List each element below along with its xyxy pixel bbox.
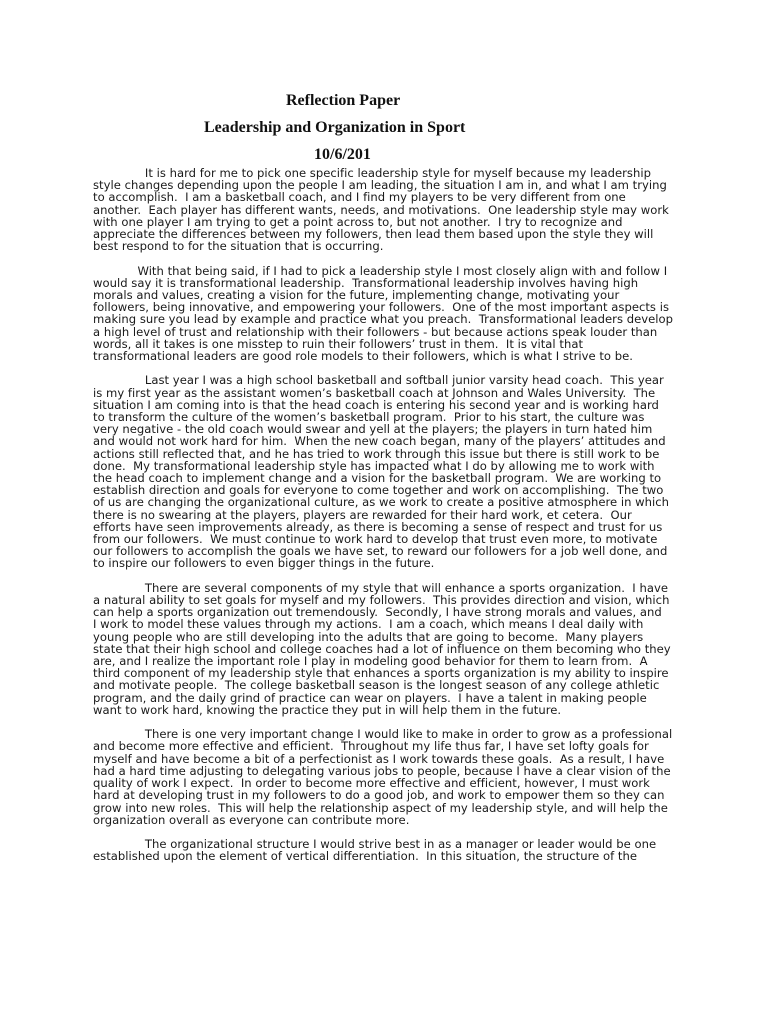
paragraph-line: to inspire our followers to even bigger things in the future.: [93, 556, 435, 571]
paragraph: [93, 838, 679, 862]
paragraph-line: our followers to accomplish the goals we have set, to reward our followers for a job well done, and: [93, 544, 668, 559]
paragraph-line: best respond to for the situation that is occurring.: [93, 239, 384, 254]
paragraph-line: with one player I am trying to get a point across to, but not another. I try to recognize and: [93, 214, 623, 229]
paragraph-line: there is no swearing at the players, players are rewarded for their hard work, et cetera. Our: [93, 507, 632, 522]
paragraph-line: of us are changing the organizational culture, as we work to create a positive atmosphere in which: [93, 495, 670, 510]
document-subtitle: Leadership and Organization in Sport: [204, 119, 466, 136]
paragraph-line: to transform the culture of the women’s basketball program. Prior to his start, the culture was: [93, 410, 645, 425]
paragraph-line: efforts have seen improvements already, as there is becoming a sense of respect and trust for us: [93, 519, 663, 534]
paragraph: [93, 582, 679, 716]
paragraph-line: The organizational structure I would strive best in as a manager or leader would be one: [93, 837, 657, 852]
paragraph-line: want to work hard, knowing the practice they put in will help them in the future.: [93, 702, 562, 717]
paragraph-line: can help a sports organization out tremendously. Secondly, I have strong morals and values, and: [93, 605, 662, 620]
paragraph-line: done. My transformational leadership style has impacted what I do by allowing me to work with: [93, 458, 655, 473]
paragraph-line: establish direction and goals for everyone to come together and work on accomplishing. The two: [93, 483, 664, 498]
document-title: Reflection Paper: [286, 92, 401, 109]
paragraph-line: followers, being innovative, and empowering your followers. One of the most important aspects is: [93, 300, 669, 315]
document-date: 10/6/201: [314, 146, 371, 163]
paragraph-line: hard at developing trust in my followers to do a good job, and work to empower them so they can: [93, 788, 665, 803]
paragraph-line: program, and the daily grind of practice can wear on players. I have a talent in making people: [93, 690, 647, 705]
paragraph-line: very negative - the old coach would swear and yell at the players; the players in turn hated him: [93, 422, 653, 437]
paragraph: [93, 374, 679, 569]
paragraph-line: There are several components of my style that will enhance a sports organization. I have: [93, 580, 668, 595]
paragraph-line: With that being said, if I had to pick a leadership style I most closely align with and follow I: [93, 263, 668, 278]
paragraph-line: appreciate the differences between my followers, then lead them based upon the style they will: [93, 227, 654, 242]
paragraph-line: is my first year as the assistant women’s basketball coach at Johnson and Wales University. The: [93, 385, 656, 400]
paragraph-line: quality of work I expect. In order to become more effective and efficient, however, I must work: [93, 776, 650, 791]
paragraph-line: style changes depending upon the people I am leading, the situation I am in, and what I am trying: [93, 178, 667, 193]
paragraph-line: There is one very important change I would like to make in order to grow as a professional: [93, 727, 673, 742]
paragraph-line: myself and have become a bit of a perfectionist as I work towards these goals. As a result, I have: [93, 751, 665, 766]
paragraph-line: another. Each player has different wants, needs, and motivations. One leadership style may work: [93, 202, 669, 217]
paragraph-line: to accomplish. I am a basketball coach, and I find my players to be very different from one: [93, 190, 626, 205]
paragraph-line: Last year I was a high school basketball and softball junior varsity head coach. This year: [93, 373, 664, 388]
paragraph-line: from our followers. We must continue to work hard to develop that trust even more, to motivate: [93, 532, 658, 547]
paragraph-line: It is hard for me to pick one specific leadership style for myself because my leadership: [93, 166, 651, 180]
paragraph-line: morals and values, creating a vision for the future, implementing change, motivating your: [93, 288, 620, 303]
paragraph-line: transformational leaders are good role models to their followers, which is what I strive to be.: [93, 349, 633, 364]
paragraph-line: had a hard time adjusting to delegating various jobs to people, because I have a clear vision of the: [93, 763, 671, 778]
paragraph-line: and would not work hard for him. When the new coach began, many of the players’ attitudes and: [93, 434, 666, 449]
paragraph-line: making sure you lead by example and practice what you preach. Transformational leaders develop: [93, 312, 674, 327]
paragraph-line: actions still reflected that, and he has tried to work through this issue but there is still work to be: [93, 446, 660, 461]
paragraph-line: young people who are still developing into the adults that are going to become. Many players: [93, 629, 644, 644]
paragraph-line: the head coach to implement change and a vision for the basketball program. We are working to: [93, 471, 662, 486]
paragraph-line: third component of my leadership style that enhances a sports organization is my ability to inspire: [93, 666, 669, 681]
paragraph-line: a natural ability to set goals for myself and my followers. This provides direction and vision, which: [93, 593, 670, 608]
paragraph-line: and become more effective and efficient. Throughout my life thus far, I have set lofty goals for: [93, 739, 649, 754]
paragraph-line: established upon the element of vertical differentiation. In this situation, the structure of the: [93, 849, 637, 864]
paragraph-line: state that their high school and college coaches had a lot of influence on them becoming who they: [93, 641, 671, 656]
paragraph-line: organization overall as everyone can contribute more.: [93, 812, 410, 827]
document-body: [93, 167, 679, 875]
paragraph-line: grow into new roles. This will help the relationship aspect of my leadership style, and will help the: [93, 800, 668, 815]
paragraph-line: and motivate people. The college basketball season is the longest season of any college athletic: [93, 678, 660, 693]
paragraph: [93, 265, 679, 363]
paragraph-line: I work to model these values through my actions. I am a coach, which means I deal daily with: [93, 617, 644, 632]
paragraph-line: are, and I realize the important role I play in modeling good behavior for them to learn from. A: [93, 654, 648, 669]
paragraph: [93, 728, 679, 826]
paragraph: [93, 167, 679, 252]
paragraph-line: a high level of trust and relationship with their followers - but because actions speak louder than: [93, 324, 658, 339]
paragraph-line: would say it is transformational leadership. Transformational leadership involves having high: [93, 275, 639, 290]
paragraph-line: situation I am coming into is that the head coach is entering his second year and is working hard: [93, 397, 659, 412]
paragraph-line: words, all it takes is one misstep to ruin their followers’ trust in them. It is vital that: [93, 336, 584, 351]
